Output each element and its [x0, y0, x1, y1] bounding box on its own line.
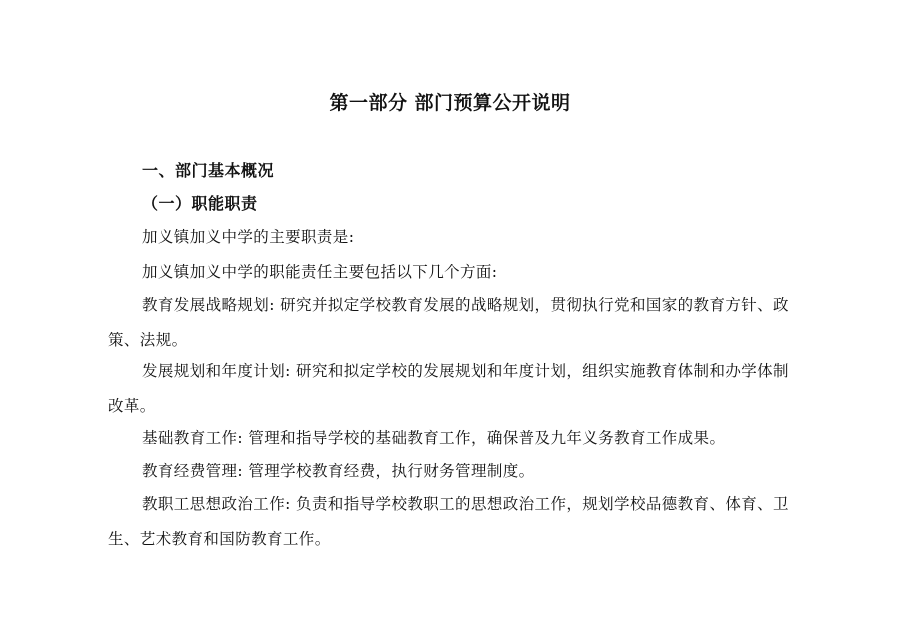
- paragraph-main-duties: 加义镇加义中学的主要职责是:: [142, 228, 355, 246]
- paragraph-staff-political-work: 教职工思想政治工作: 负责和指导学校教职工的思想政治工作，规划学校品德教育、体育、卫生、艺术教育和国防教育工作。: [108, 495, 789, 548]
- paragraph-funding-management: 教育经费管理: 管理学校教育经费，执行财务管理制度。: [142, 462, 535, 480]
- subsection-heading: （一）职能职责: [142, 194, 258, 213]
- document-title: 第一部分 部门预算公开说明: [329, 92, 571, 114]
- paragraph-responsibilities-intro: 加义镇加义中学的职能责任主要包括以下几个方面:: [142, 263, 498, 281]
- paragraph-strategy-planning: 教育发展战略规划: 研究并拟定学校教育发展的战略规划，贯彻执行党和国家的教育方针、政策、法规。: [108, 296, 789, 349]
- paragraph-annual-plan: 发展规划和年度计划: 研究和拟定学校的发展规划和年度计划，组织实施教育体制和办学体制改革。: [108, 362, 789, 415]
- section-heading: 一、部门基本概况: [142, 161, 275, 180]
- paragraph-basic-education: 基础教育工作: 管理和指导学校的基础教育工作，确保普及九年义务教育工作成果。: [142, 429, 726, 447]
